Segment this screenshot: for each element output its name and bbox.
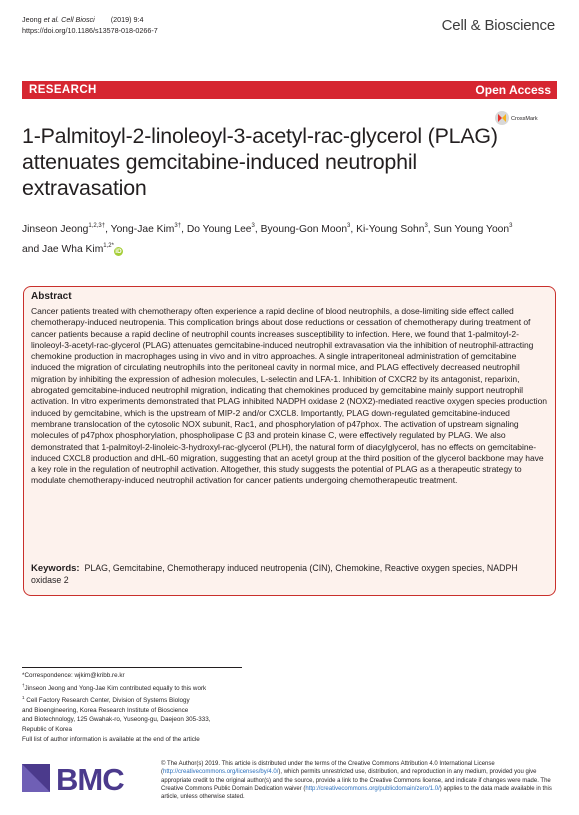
citation-year: (2019) 9:4	[110, 15, 144, 24]
orcid-icon[interactable]: iD	[115, 248, 122, 255]
affiliation-line: Cell Factory Research Center, Division of Systems Biology	[26, 697, 190, 705]
author-name[interactable]: Yong-Jae Kim	[110, 224, 175, 235]
keywords-label: Keywords:	[31, 563, 80, 574]
author-affiliation: 1,2,3†	[88, 223, 106, 229]
keywords	[31, 563, 548, 586]
affiliation-line: Republic of Korea	[22, 725, 73, 733]
author-affiliation: 3	[509, 223, 513, 229]
bmc-logo-text: BMC	[56, 762, 124, 796]
abstract-heading: Abstract	[31, 291, 72, 302]
journal-name: Cell & Bioscience	[441, 17, 555, 34]
public-domain-link[interactable]: http://creativecommons.org/publicdomain/zero/1.0/	[305, 785, 440, 792]
doi-link[interactable]: https://doi.org/10.1186/s13578-018-0266-7	[22, 25, 158, 35]
author-affiliation: 3	[347, 223, 351, 229]
equal-contribution-note: Jinseon Jeong and Yong-Jae Kim contributed equally to this work	[24, 684, 207, 692]
article-title: 1-Palmitoyl-2-linoleoyl-3-acetyl-rac-glycerol (PLAG) attenuates gemcitabine-induced neutrophil extravasation	[22, 124, 498, 200]
keywords-text: PLAG, Gemcitabine, Chemotherapy induced neutropenia (CIN), Chemokine, Reactive oxygen species, NADPH oxidase 2	[31, 563, 518, 585]
article-type-label: RESEARCH	[29, 84, 97, 96]
open-access-label: Open Access	[475, 83, 551, 97]
license-link[interactable]: http://creativecommons.org/licenses/by/4.0/	[163, 769, 279, 776]
author-name[interactable]: Do Young Lee	[186, 224, 252, 235]
correspondence: *Correspondence: wjkim@kribb.re.kr	[22, 672, 125, 679]
author-affiliation: 3†	[174, 223, 182, 229]
abstract-text: Cancer patients treated with chemotherapy often experience a rapid decline of blood neutrophils, a dose-limiting side effect called chemotherapy-induced neutropenia. This complication brings about dose reductions or cessation of chemotherapy during treatment of cancer patients because a rapid decline of neutrophil counts increases susceptibility to infection. Here, we found that 1-palmitoyl-2-linoleoyl-3-acetyl-rac-glycerol (PLAG) attenuates gemcitabine-induced neutrophil extravasation via the inhibition of neutrophil-attracting chemokine production in macrophages using in vivo and in vitro approaches. A single intraperitoneal administration of gemcitabine induced the migration of circulating neutrophils into the peritoneal cavity in normal mice, and PLAG effectively decreased neutrophil migration by inhibiting the expression of adhesion molecules, L-selectin and LFA-1. Inhibition of CXCR2 by its antagonist, reparixin, abrogated gemcitabine-induced neutrophil migration, indicating that chemokines produced by gemcitabine mainly support neutrophil activation. In vitro experiments demonstrated that PLAG inhibited NADPH oxidase 2 (NOX2)-mediated reactive oxygen species production induced by gemcitabine, which is the upstream of MIP-2 and/or CXCL8. Importantly, PLAG down-regulated gemcitabine-induced membrane translocation of the cytosolic NOX subunit, Rac1, and phosphorylation of p47phox. The activation of upstream signaling molecules of p47phox phosphorylation, phospholipase C β3 and protein kinase C, were effectively regulated by PLAG. We also demonstrated that 1-palmitoyl-2-linoleic-3-hydroxyl-rac-glycerol (PLH), the natural form of diacylglycerol, has no effects on gemcitabine-induced CXCL8 production and dHL-60 migration, suggesting that an acetyl group at the third position of the glycerol backbone may have a key role in the regulation of neutrophil activation. Altogether, this study suggests the potential of PLAG as a therapeutic strategy to modulate chemotherapy-induced neutrophil activation for cancer patients undergoing chemotherapeutic treatment.	[31, 306, 547, 486]
bmc-logo-icon	[22, 760, 142, 796]
footnotes	[22, 671, 252, 744]
affiliation-line: and Bioengineering, Korea Research Institute of Bioscience	[22, 706, 189, 714]
author-name[interactable]: Byoung-Gon Moon	[260, 224, 348, 235]
affiliation-line: and Biotechnology, 125 Gwahak-ro, Yuseong-gu, Daejeon 305-333,	[22, 716, 211, 724]
crossmark-text: CrossMark	[511, 116, 538, 122]
license-text: ), which permits unrestricted use, distribution, and reproduction in any medium, provided you give appropriate credit to the original author(s) and the source, provide a link to the Creative Commons license, and indicate if changes were made. The Creative Commons Public Domain Dedication waiver (	[161, 769, 551, 792]
license-statement	[161, 760, 556, 801]
license-text: ) applies to the data made available in this article, unless otherwise stated.	[161, 785, 552, 801]
author-list: Jinseon Jeong$^{1,2,3\dagger}$, Yong-Jae Kim$^{3\dagger}$, Do Young Lee$^3$, Byoung-Gon Moon$^3$, Ki-Young Sohn$^3$, Sun Young Yoon$^3$ and Jae Wha Kim$^{1,2*}$iD	[22, 223, 513, 255]
author-info-note: Full list of author information is available at the end of the article	[22, 735, 200, 743]
author-name[interactable]: Jae Wha Kim	[42, 244, 104, 255]
author-name[interactable]: Jinseon Jeong	[22, 224, 89, 235]
author-affiliation: 1,2*	[103, 243, 114, 249]
author-name[interactable]: Sun Young Yoon	[433, 224, 510, 235]
author-affiliation: 3	[424, 223, 428, 229]
footnote-divider	[22, 667, 242, 668]
citation-journal: et al. Cell Biosci	[43, 15, 95, 24]
bmc-logo	[22, 760, 142, 796]
license-text: © The Author(s) 2019. This article is distributed under the terms of the Creative Commons Attribution 4.0 International License (	[161, 761, 495, 776]
author-name[interactable]: Ki-Young Sohn	[356, 224, 425, 235]
running-header	[22, 15, 158, 36]
affiliation-number: 1	[22, 695, 25, 701]
author-affiliation: 3	[251, 223, 255, 229]
equal-mark: †	[22, 682, 25, 688]
citation-authors: Jeong	[22, 15, 44, 24]
